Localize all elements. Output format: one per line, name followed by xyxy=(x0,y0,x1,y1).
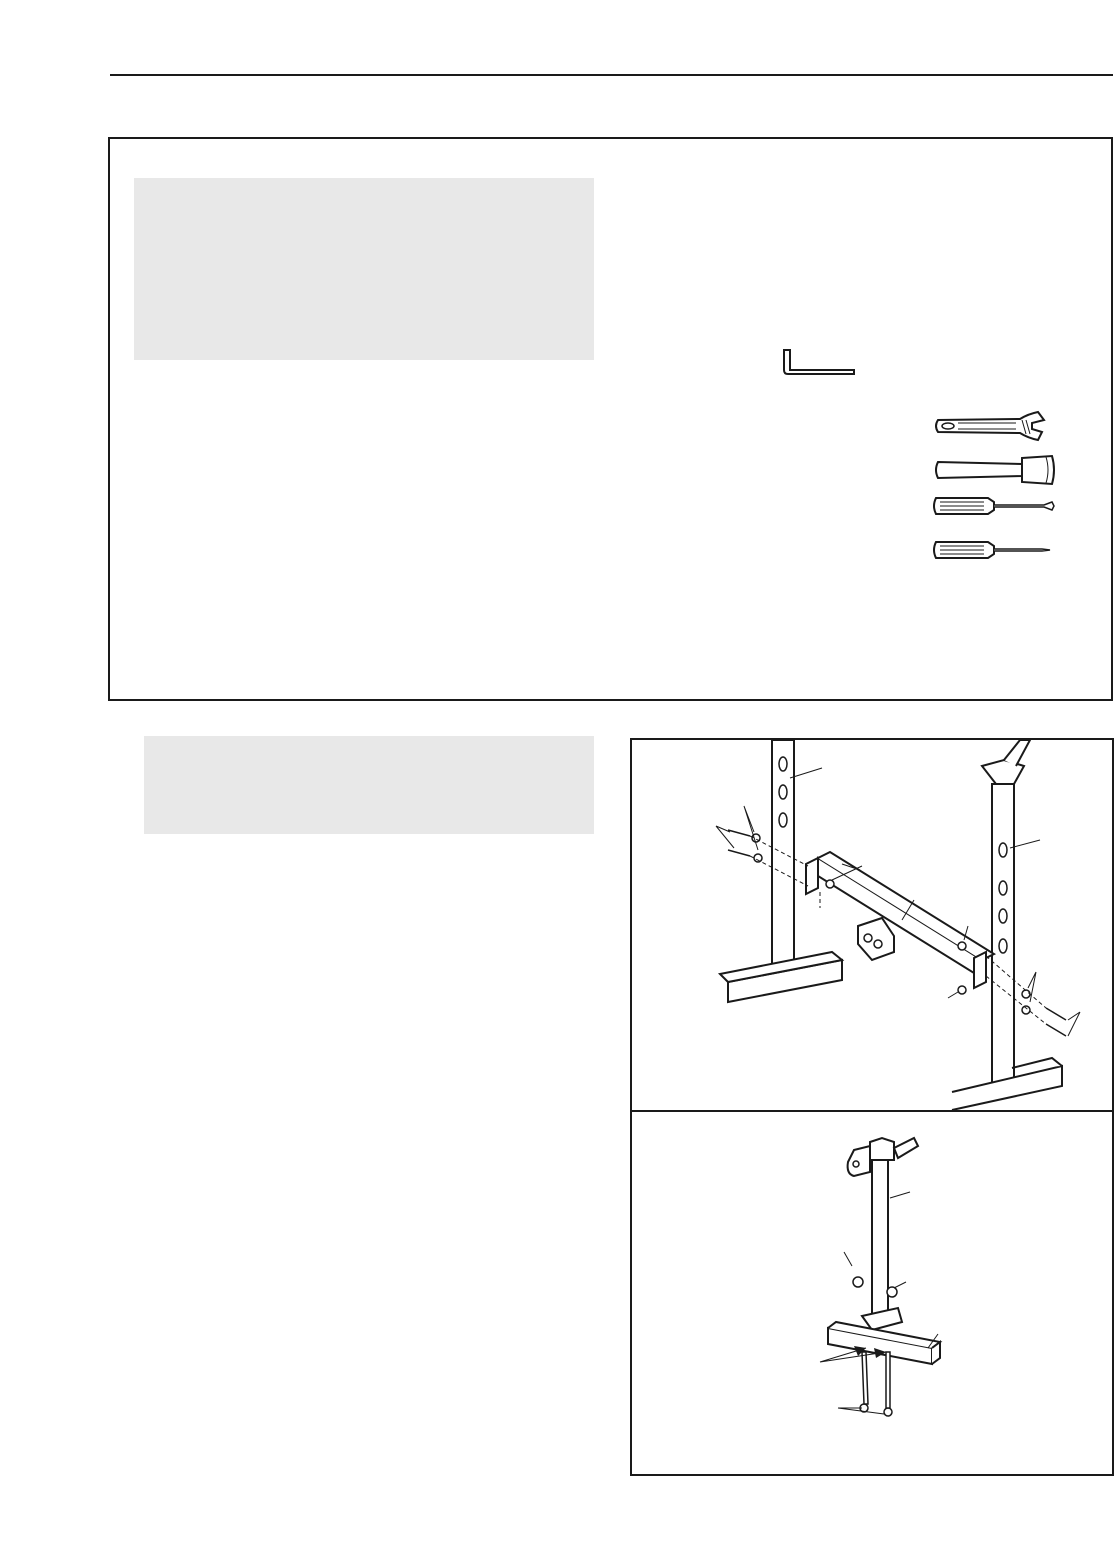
figure-1-drawing xyxy=(632,740,1112,1110)
hex-key-icon xyxy=(780,348,860,378)
shaded-step-block xyxy=(144,736,594,834)
phillips-screwdriver-icon xyxy=(932,538,1058,562)
rubber-mallet-icon xyxy=(932,452,1062,488)
adjustable-wrench-icon xyxy=(932,408,1060,444)
flat-screwdriver-icon xyxy=(932,494,1058,518)
figure-2-frame xyxy=(630,1110,1114,1476)
shaded-note-block xyxy=(134,178,594,360)
figure-2-drawing xyxy=(632,1112,1112,1474)
header-rule xyxy=(110,74,1113,76)
figure-1-frame xyxy=(630,738,1114,1112)
